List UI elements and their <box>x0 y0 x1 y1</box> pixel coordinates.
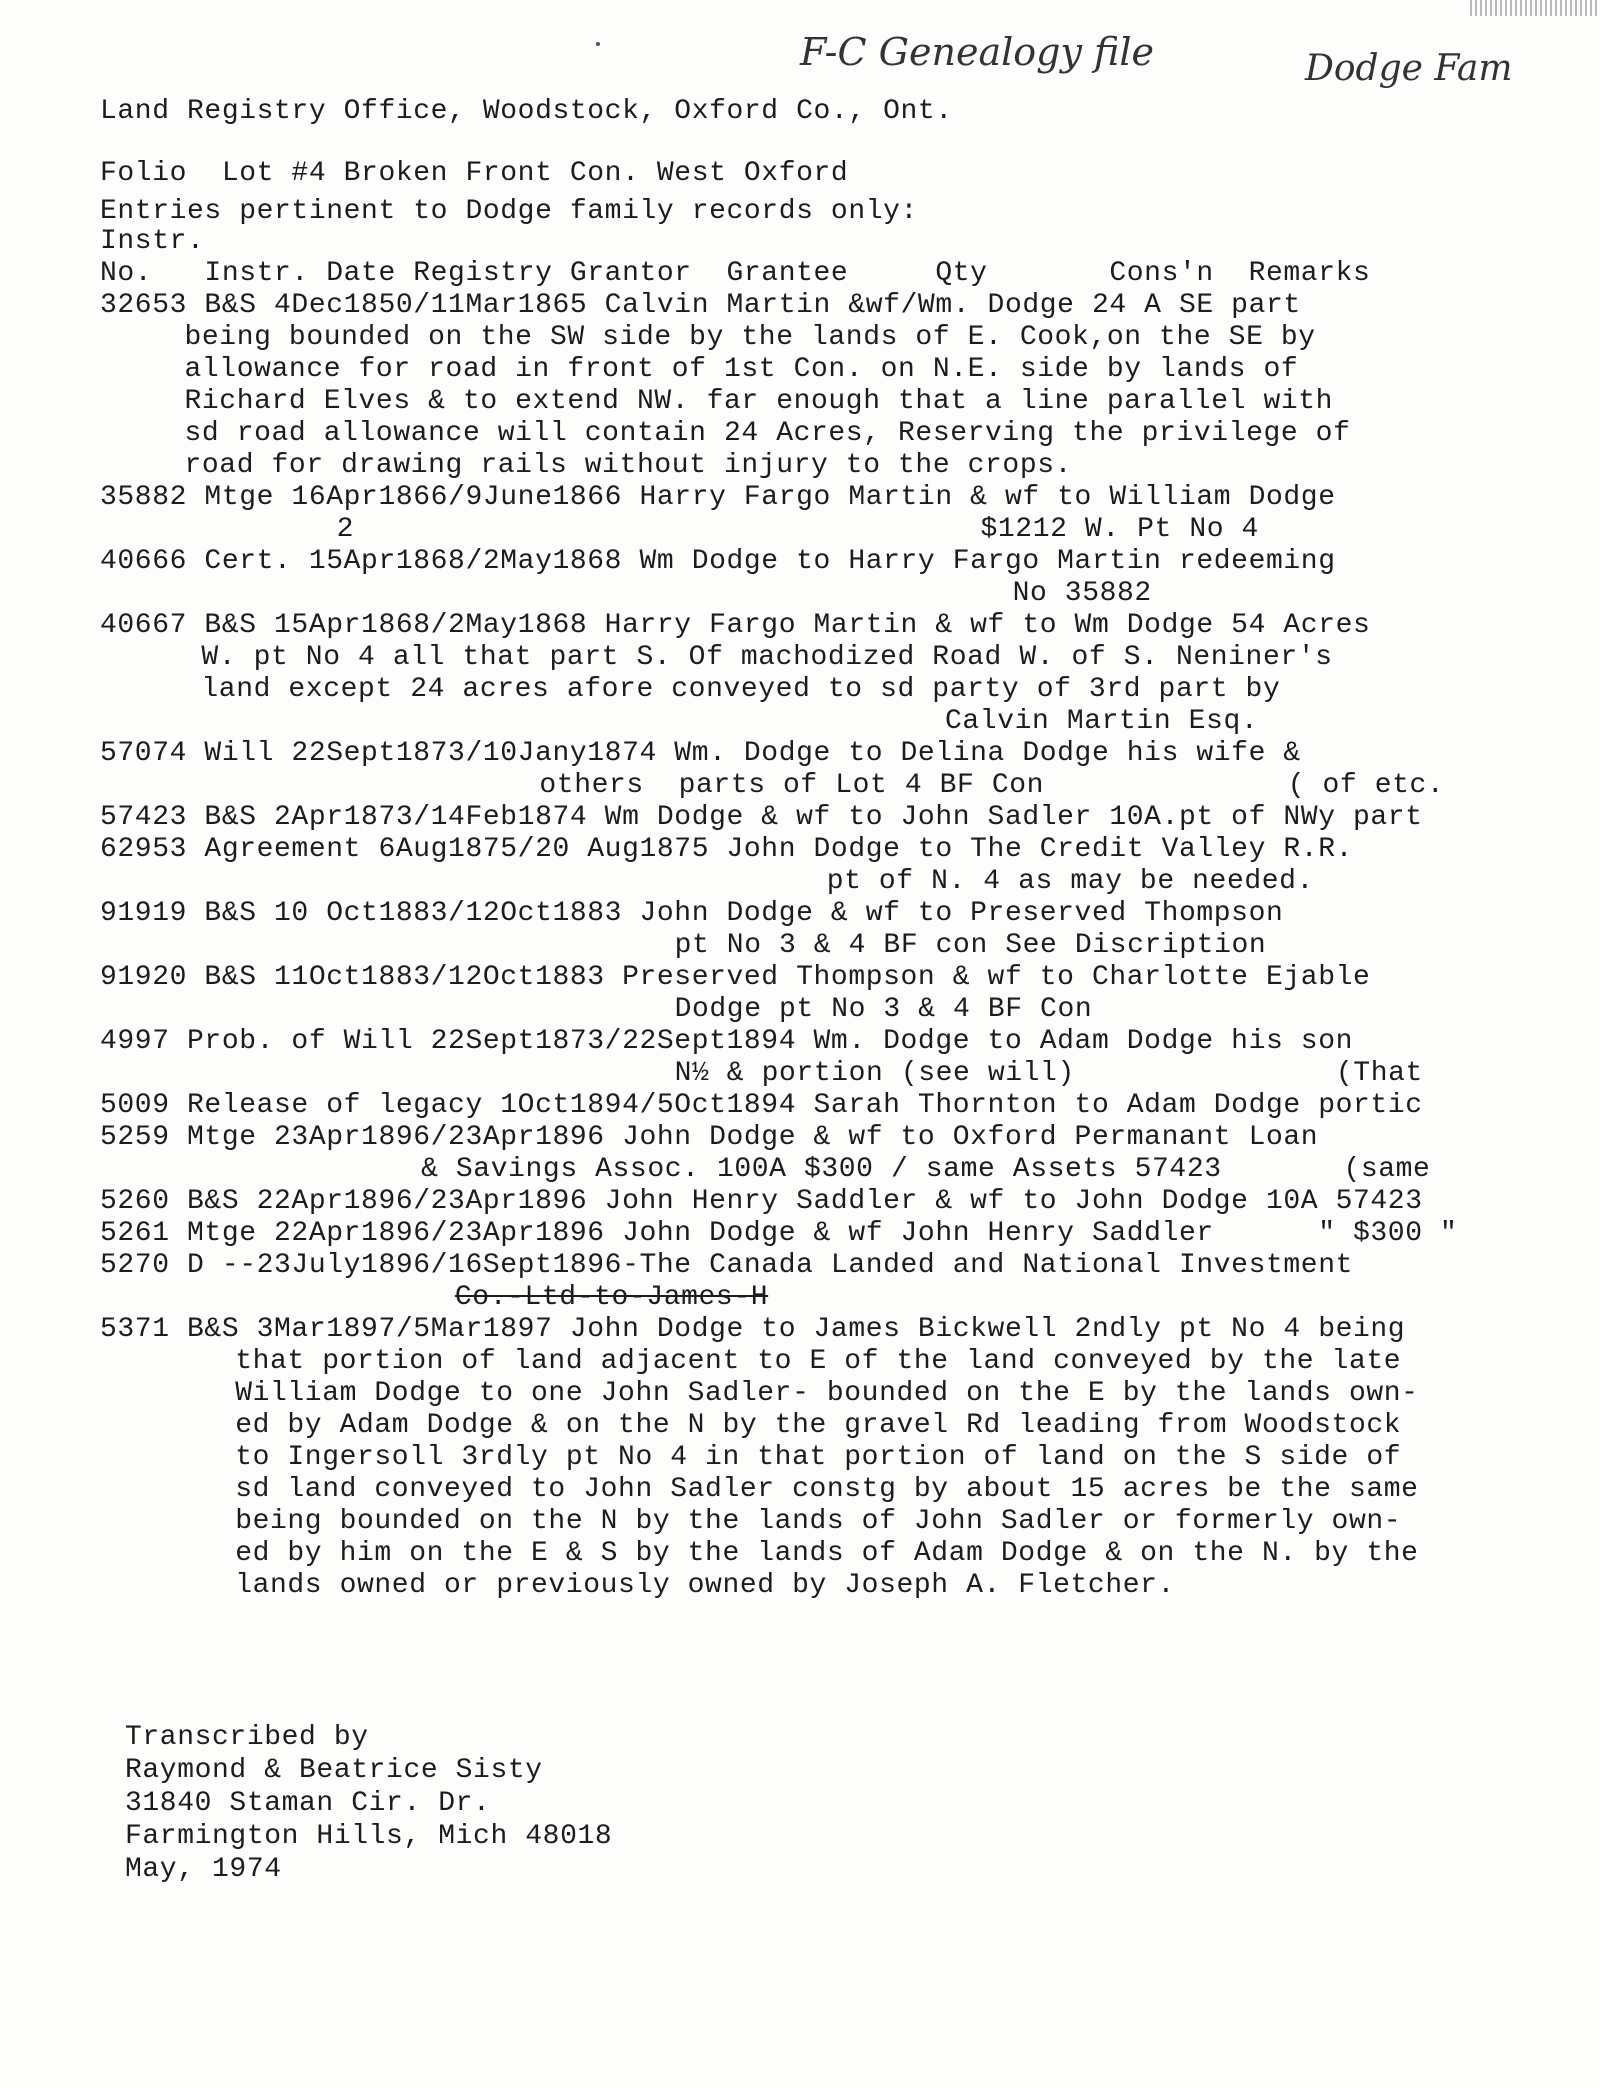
entry-line-5009: 5009 Release of legacy 1Oct1894/5Oct1894 Sarah Thornton to Adam Dodge portic <box>100 1090 1423 1121</box>
entry-continuation: Dodge pt No 3 & 4 BF Con <box>674 994 1093 1025</box>
entry-continuation: sd road allowance will contain 24 Acres, Reserving the privilege of <box>184 418 1351 449</box>
entry-continuation: No 35882 <box>1012 578 1152 609</box>
entry-continuation: sd land conveyed to John Sadler constg by about 15 acres be the same <box>235 1474 1419 1505</box>
entry-continuation: & Savings Assoc. 100A $300 / same Assets 57423 (same <box>421 1154 1431 1185</box>
column-headers: No. Instr. Date Registry Grantor Grantee Qty Cons'n Remarks <box>100 258 1371 289</box>
entry-line-4997: 4997 Prob. of Will 22Sept1873/22Sept1894 Wm. Dodge to Adam Dodge his son <box>100 1026 1353 1057</box>
entry-continuation: lands owned or previously owned by Joseph A. Fletcher. <box>235 1570 1175 1601</box>
scan-speck <box>596 42 600 46</box>
entry-line-32653: 32653 B&S 4Dec1850/11Mar1865 Calvin Martin &wf/Wm. Dodge 24 A SE part <box>100 290 1301 321</box>
scan-edge-mark <box>1470 0 1600 16</box>
entry-line-5261: 5261 Mtge 22Apr1896/23Apr1896 John Dodge & wf John Henry Saddler " $300 " <box>100 1218 1458 1249</box>
entry-continuation: being bounded on the N by the lands of John Sadler or formerly own- <box>235 1506 1402 1537</box>
entry-line-91920: 91920 B&S 11Oct1883/12Oct1883 Preserved Thompson & wf to Charlotte Ejable <box>100 962 1371 993</box>
handwritten-family-note: Dodge Fam <box>1305 48 1513 89</box>
entry-line-40666: 40666 Cert. 15Apr1868/2May1868 Wm Dodge to Harry Fargo Martin redeeming <box>100 546 1336 577</box>
entry-continuation: pt of N. 4 as may be needed. <box>826 866 1314 897</box>
entry-continuation: land except 24 acres afore conveyed to sd party of 3rd part by <box>201 674 1281 705</box>
transcriber-line: 31840 Staman Cir. Dr. <box>125 1788 491 1819</box>
handwritten-file-note: F-C Genealogy file <box>800 30 1155 74</box>
entry-continuation: to Ingersoll 3rdly pt No 4 in that portion of land on the S side of <box>235 1442 1402 1473</box>
scope-line: Entries pertinent to Dodge family records only: <box>100 196 918 227</box>
entry-line-35882: 35882 Mtge 16Apr1866/9June1866 Harry Fargo Martin & wf to William Dodge <box>100 482 1336 513</box>
folio-line: Folio Lot #4 Broken Front Con. West Oxford <box>100 158 849 189</box>
entry-line-91919: 91919 B&S 10 Oct1883/12Oct1883 John Dodge & wf to Preserved Thompson <box>100 898 1284 929</box>
entry-continuation: Co.-Ltd-to-James-H <box>454 1282 769 1313</box>
entry-continuation: others parts of Lot 4 BF Con ( of etc. <box>539 770 1445 801</box>
entry-continuation: Richard Elves & to extend NW. far enough that a line parallel with <box>184 386 1334 417</box>
entry-continuation: N½ & portion (see will) (That <box>674 1058 1423 1089</box>
entry-line-5270: 5270 D --23July1896/16Sept1896-The Canada Landed and National Investment <box>100 1250 1353 1281</box>
entry-line-57074: 57074 Will 22Sept1873/10Jany1874 Wm. Dodge to Delina Dodge his wife & <box>100 738 1301 769</box>
entry-line-62953: 62953 Agreement 6Aug1875/20 Aug1875 John Dodge to The Credit Valley R.R. <box>100 834 1353 865</box>
entry-continuation: pt No 3 & 4 BF con See Discription <box>674 930 1267 961</box>
entry-line-5371: 5371 B&S 3Mar1897/5Mar1897 John Dodge to James Bickwell 2ndly pt No 4 being <box>100 1314 1406 1345</box>
entry-continuation: William Dodge to one John Sadler- bounded on the E by the lands own- <box>235 1378 1419 1409</box>
entry-continuation: allowance for road in front of 1st Con. on N.E. side by lands of <box>184 354 1299 385</box>
entry-continuation: ed by him on the E & S by the lands of Adam Dodge & on the N. by the <box>235 1538 1419 1569</box>
transcriber-line: Raymond & Beatrice Sisty <box>125 1755 543 1786</box>
entry-continuation: ed by Adam Dodge & on the N by the gravel Rd leading from Woodstock <box>235 1410 1402 1441</box>
entry-line-57423: 57423 B&S 2Apr1873/14Feb1874 Wm Dodge & wf to John Sadler 10A.pt of NWy part <box>100 802 1423 833</box>
entry-continuation: Calvin Martin Esq. <box>945 706 1259 737</box>
transcriber-line: Farmington Hills, Mich 48018 <box>125 1821 613 1852</box>
transcriber-line: May, 1974 <box>125 1854 282 1885</box>
entry-continuation: W. pt No 4 all that part S. Of machodized Road W. of S. Neniner's <box>201 642 1333 673</box>
entry-line-40667: 40667 B&S 15Apr1868/2May1868 Harry Fargo Martin & wf to Wm Dodge 54 Acres <box>100 610 1371 641</box>
instr-column-top: Instr. <box>100 226 205 257</box>
entry-continuation: being bounded on the SW side by the lands of E. Cook,on the SE by <box>184 322 1316 353</box>
transcriber-line: Transcribed by <box>125 1722 369 1753</box>
entry-continuation: that portion of land adjacent to E of the land conveyed by the late <box>235 1346 1402 1377</box>
entry-line-5260: 5260 B&S 22Apr1896/23Apr1896 John Henry Saddler & wf to John Dodge 10A 57423 <box>100 1186 1423 1217</box>
entry-continuation: 2 $1212 W. Pt No 4 <box>336 514 1259 545</box>
entry-line-5259: 5259 Mtge 23Apr1896/23Apr1896 John Dodge & wf to Oxford Permanant Loan <box>100 1122 1319 1153</box>
entry-continuation: road for drawing rails without injury to the crops. <box>184 450 1073 481</box>
office-heading: Land Registry Office, Woodstock, Oxford Co., Ont. <box>100 96 953 127</box>
